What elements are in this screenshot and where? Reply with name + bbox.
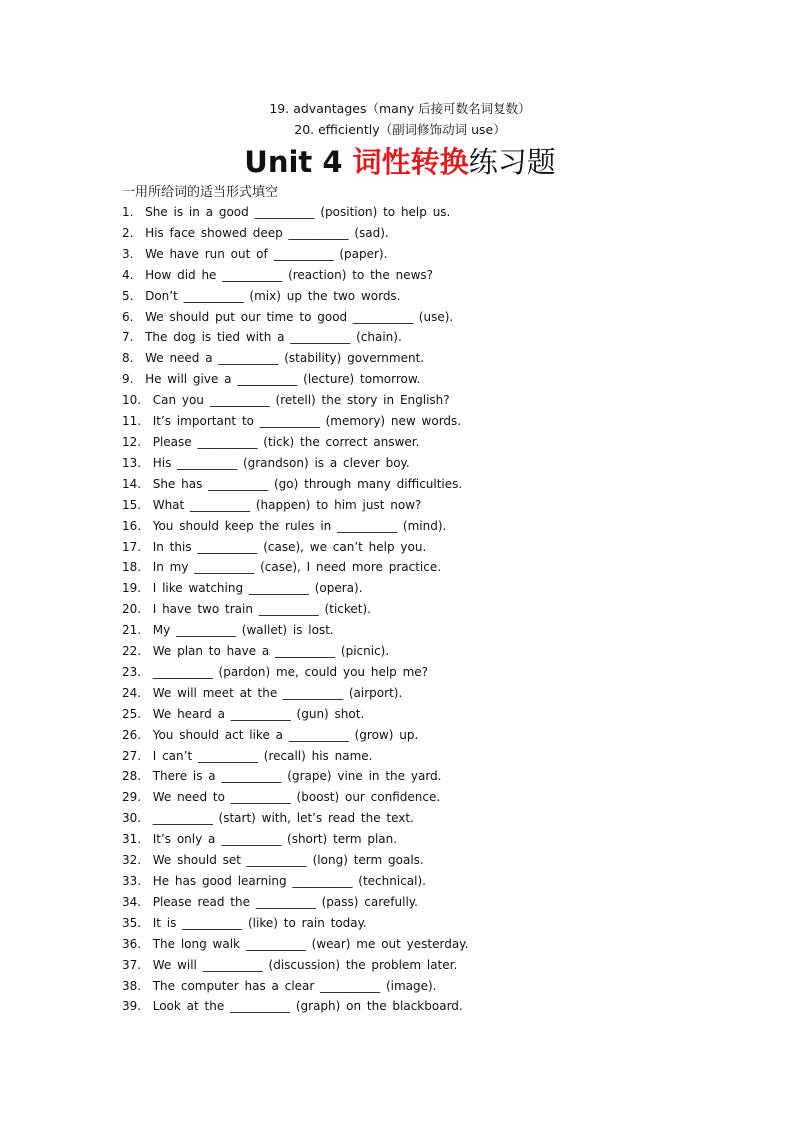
question-item: 3. We have run out of __________ (paper). <box>122 246 388 261</box>
page-title <box>0 142 800 182</box>
question-item: 31. It’s only a __________ (short) term plan. <box>122 832 398 847</box>
question-item: 26. You should act like a __________ (grow) up. <box>122 727 419 742</box>
question-item: 35. It is __________ (like) to rain today. <box>122 915 367 930</box>
question-item: 20. I have two train __________ (ticket). <box>122 602 371 617</box>
question-item: 12. Please __________ (tick) the correct answer. <box>122 434 420 449</box>
answer-note-20: 20. efficiently（副词修饰动词 use） <box>294 122 506 137</box>
question-item: 2. His face showed deep __________ (sad). <box>122 225 389 240</box>
question-item: 5. Don’t __________ (mix) up the two words. <box>122 288 401 303</box>
question-item: 38. The computer has a clear __________ (image). <box>122 978 437 993</box>
question-item: 34. Please read the __________ (pass) carefully. <box>122 894 418 909</box>
title-suffix: 练习题 <box>468 145 556 179</box>
question-item: 1. She is in a good __________ (position) to help us. <box>122 205 451 219</box>
question-item: 24. We will meet at the __________ (airport). <box>122 685 403 700</box>
question-item: 9. He will give a __________ (lecture) tomorrow. <box>122 372 421 387</box>
question-item: 10. Can you __________ (retell) the story in English? <box>122 393 450 408</box>
exercise-instructions: 一用所给词的适当形式填空 <box>122 185 279 200</box>
question-item: 25. We heard a __________ (gun) shot. <box>122 706 365 721</box>
question-item: 23. __________ (pardon) me, could you help me? <box>122 664 429 679</box>
question-item: 33. He has good learning __________ (technical). <box>122 874 426 888</box>
title-unit: Unit 4 <box>244 145 353 179</box>
question-item: 11. It’s important to __________ (memory) new words. <box>122 414 462 429</box>
answer-note-19: 19. advantages（many 后接可数名词复数） <box>269 101 531 116</box>
question-item: 13. His __________ (grandson) is a clever boy. <box>122 455 410 470</box>
question-item: 16. You should keep the rules in __________ (mind). <box>122 518 447 533</box>
question-item: 29. We need to __________ (boost) our confidence. <box>122 790 441 805</box>
question-item: 15. What __________ (happen) to him just now? <box>122 497 422 512</box>
question-item: 19. I like watching __________ (opera). <box>122 581 363 596</box>
title-highlight: 词性转换 <box>352 145 469 179</box>
question-item: 37. We will __________ (discussion) the problem later. <box>122 957 458 972</box>
question-item: 39. Look at the __________ (graph) on the blackboard. <box>122 999 463 1014</box>
question-item: 32. We should set __________ (long) term goals. <box>122 853 424 868</box>
question-item: 14. She has __________ (go) through many difficulties. <box>122 476 463 491</box>
question-item: 17. In this __________ (case), we can’t help you. <box>122 539 427 554</box>
question-item: 21. My __________ (wallet) is lost. <box>122 623 334 638</box>
question-item: 28. There is a __________ (grape) vine in the yard. <box>122 769 442 784</box>
question-item: 6. We should put our time to good __________ (use). <box>122 309 454 324</box>
question-item: 7. The dog is tied with a __________ (chain). <box>122 330 402 345</box>
question-item: 27. I can’t __________ (recall) his name. <box>122 748 373 763</box>
question-item: 8. We need a __________ (stability) government. <box>122 351 425 366</box>
question-item: 22. We plan to have a __________ (picnic). <box>122 644 390 659</box>
question-item: 4. How did he __________ (reaction) to the news? <box>122 267 434 282</box>
question-list <box>122 202 682 1017</box>
question-item: 18. In my __________ (case), I need more practice. <box>122 560 442 575</box>
question-item: 30. __________ (start) with, let’s read the text. <box>122 811 414 826</box>
answer-notes <box>0 98 800 140</box>
question-item: 36. The long walk __________ (wear) me out yesterday. <box>122 936 469 951</box>
